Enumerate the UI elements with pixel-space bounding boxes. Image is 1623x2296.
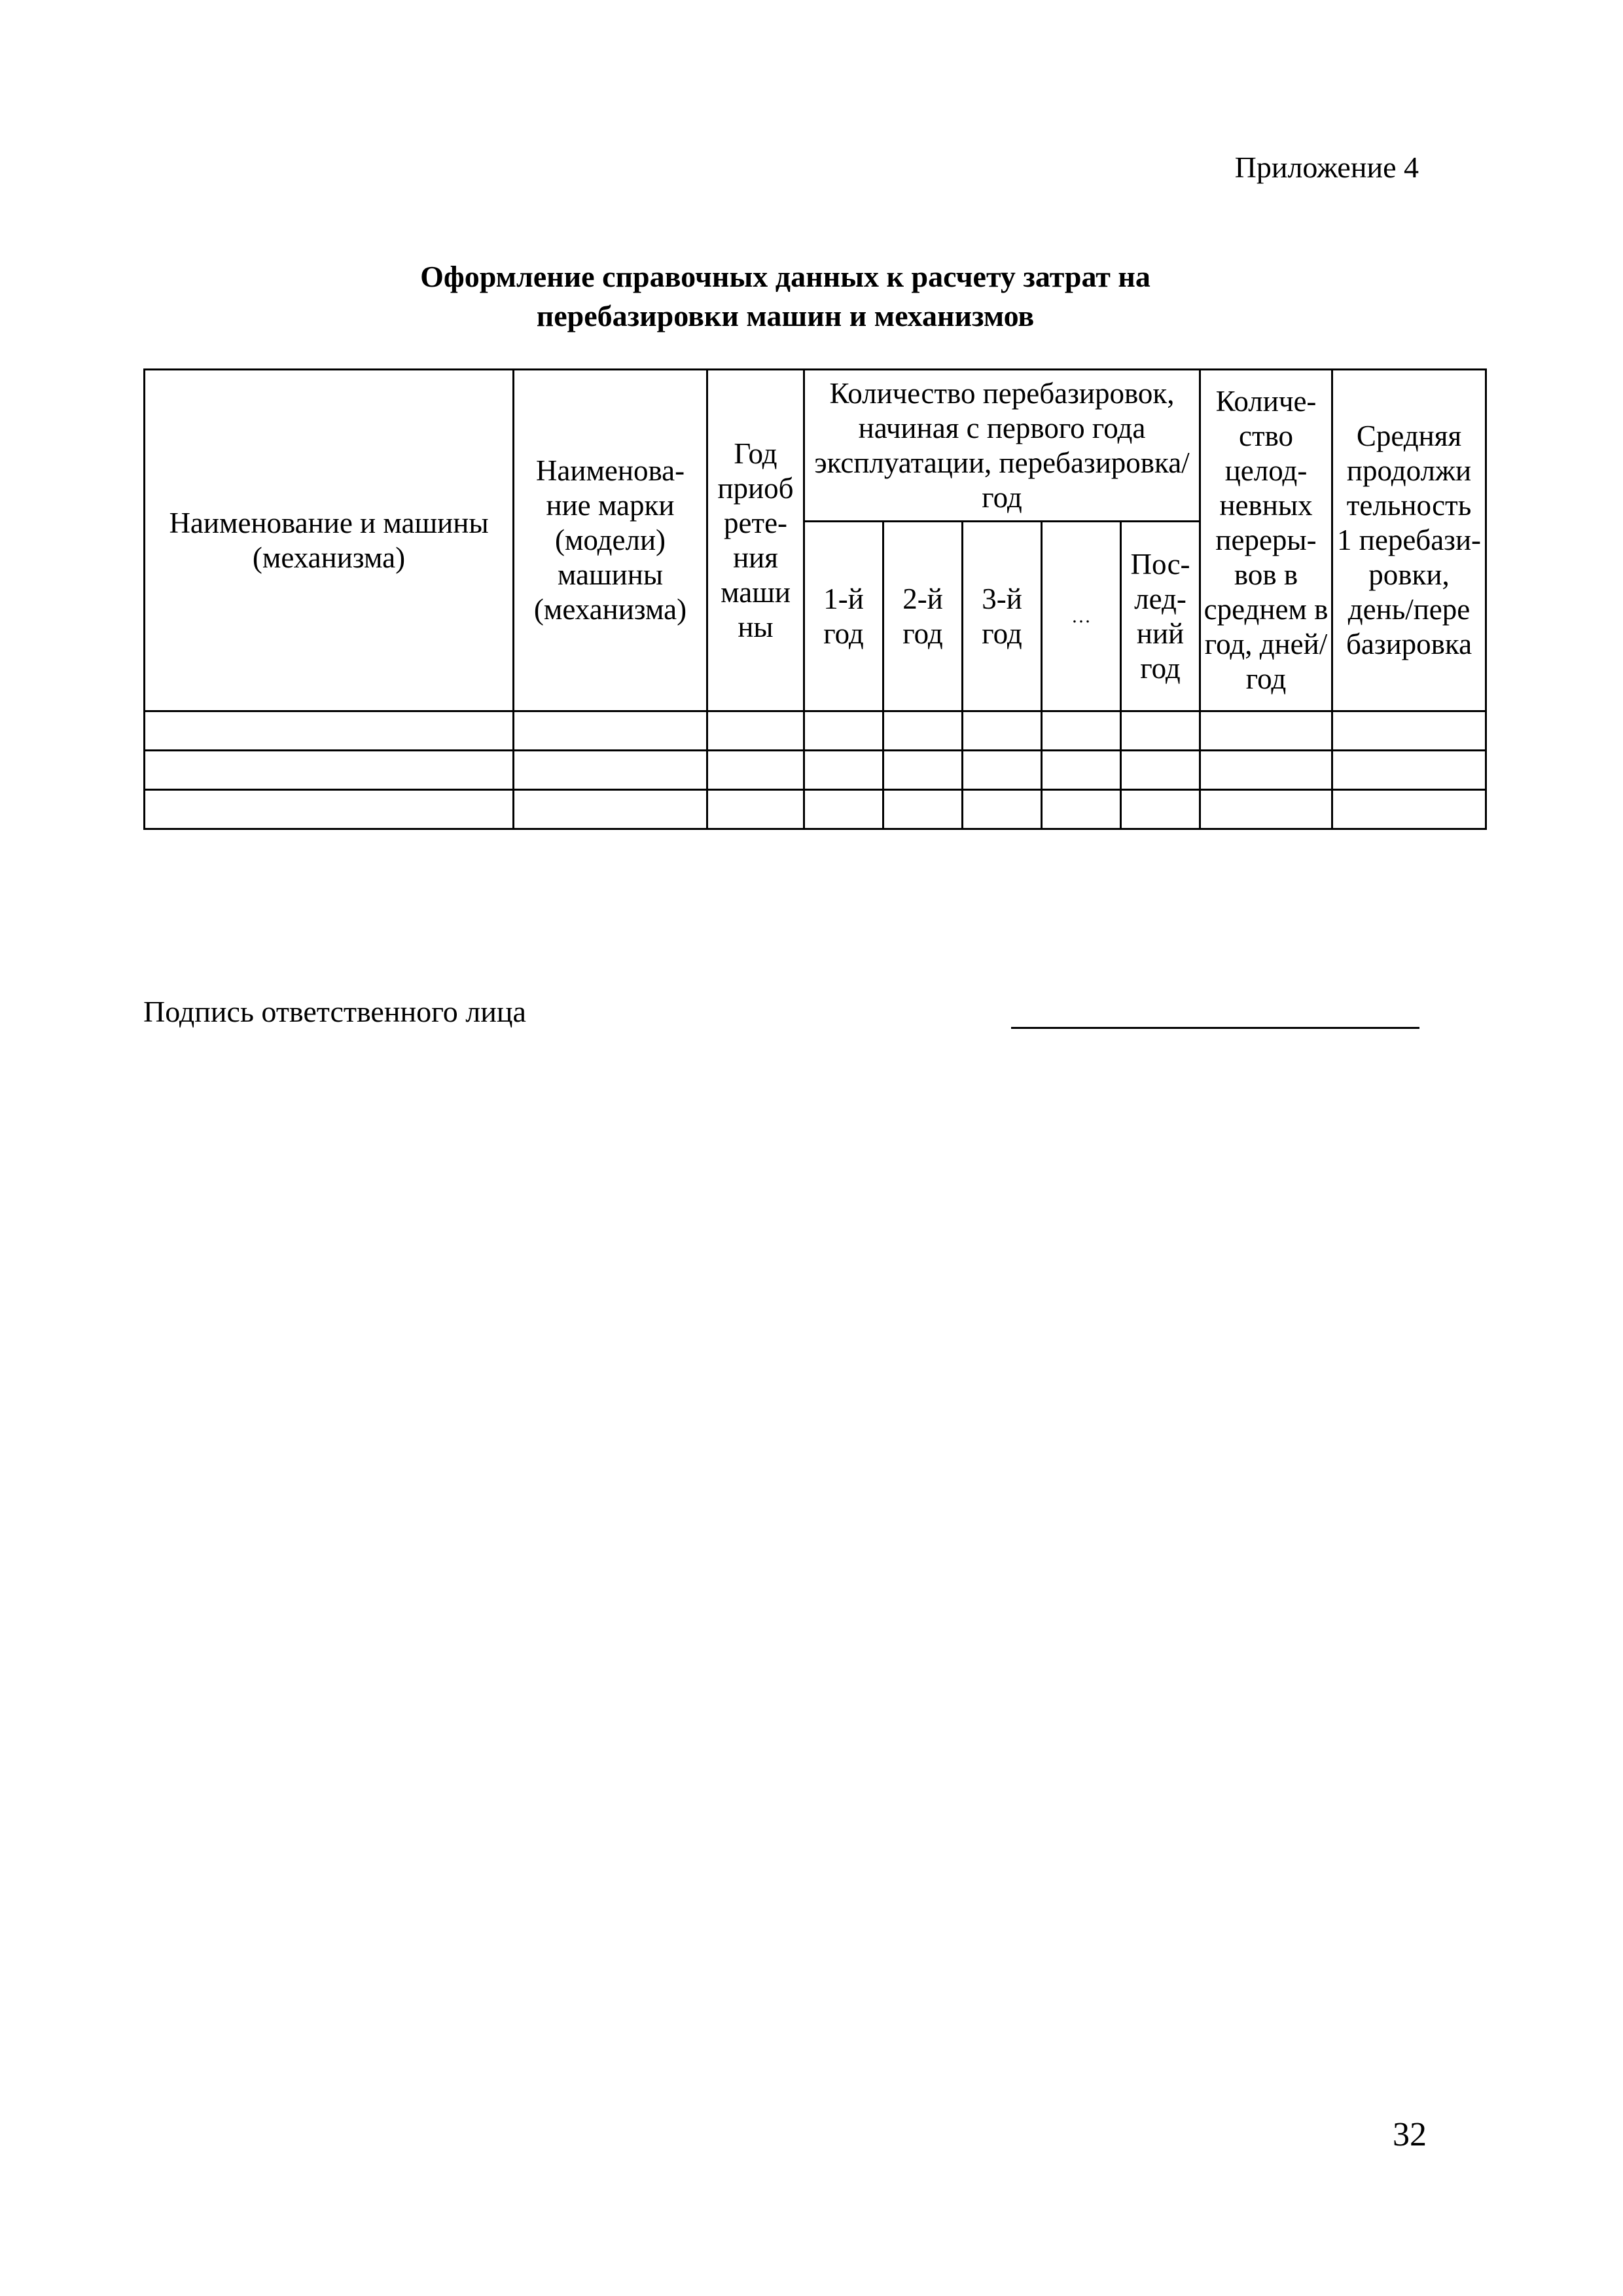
- header-machine-name: Наименование и машины (механизма): [145, 370, 514, 711]
- table-cell[interactable]: [883, 790, 963, 829]
- table-row: [145, 711, 1486, 751]
- table-cell[interactable]: [514, 711, 707, 751]
- appendix-label: Приложение 4: [1234, 151, 1419, 184]
- header-acquisition-year: Год приоб рете-ния маши ны: [707, 370, 804, 711]
- page-number: 32: [1393, 2116, 1427, 2153]
- table-cell[interactable]: [804, 751, 883, 790]
- table-cell[interactable]: [1200, 790, 1332, 829]
- table-cell[interactable]: [963, 790, 1042, 829]
- document-title: [0, 257, 1571, 336]
- table-cell[interactable]: [883, 751, 963, 790]
- header-year-ellipsis: …: [1042, 522, 1121, 711]
- header-year-1: 1-й год: [804, 522, 883, 711]
- header-year-3: 3-й год: [963, 522, 1042, 711]
- table-cell[interactable]: [707, 751, 804, 790]
- table-cell[interactable]: [963, 751, 1042, 790]
- table-cell[interactable]: [145, 711, 514, 751]
- title-line-2: перебазировки машин и механизмов: [536, 299, 1035, 332]
- table-cell[interactable]: [963, 711, 1042, 751]
- table-cell[interactable]: [1042, 711, 1121, 751]
- table-cell[interactable]: [1042, 790, 1121, 829]
- table-cell[interactable]: [883, 711, 963, 751]
- signature-line[interactable]: [1011, 1027, 1419, 1029]
- table-cell[interactable]: [145, 790, 514, 829]
- title-line-1: Оформление справочных данных к расчету затрат на: [420, 260, 1150, 293]
- relocation-data-table: [143, 368, 1487, 830]
- header-year-last: Пос-лед-ний год: [1121, 522, 1200, 711]
- table-cell[interactable]: [1200, 711, 1332, 751]
- table-cell[interactable]: [804, 711, 883, 751]
- table-cell[interactable]: [514, 751, 707, 790]
- table-cell[interactable]: [1121, 790, 1200, 829]
- table-cell[interactable]: [1121, 751, 1200, 790]
- header-avg-duration: Средняя продолжи тельность 1 перебази-ровки, день/пере базировка: [1332, 370, 1486, 711]
- table-cell[interactable]: [1332, 790, 1486, 829]
- table-row: [145, 751, 1486, 790]
- table-cell[interactable]: [514, 790, 707, 829]
- table-cell[interactable]: [1042, 751, 1121, 790]
- table-cell[interactable]: [707, 711, 804, 751]
- header-year-2: 2-й год: [883, 522, 963, 711]
- header-breaks-count: Количе-ство целод-невных переры-вов в среднем в год, дней/год: [1200, 370, 1332, 711]
- table-cell[interactable]: [1332, 751, 1486, 790]
- table-cell[interactable]: [1200, 751, 1332, 790]
- table-cell[interactable]: [145, 751, 514, 790]
- table-cell[interactable]: [1332, 711, 1486, 751]
- table-row: [145, 790, 1486, 829]
- header-relocations-group: Количество перебазировок, начиная с первого года эксплуатации, перебазировка/год: [804, 370, 1200, 522]
- table-cell[interactable]: [804, 790, 883, 829]
- table-cell[interactable]: [707, 790, 804, 829]
- signature-label: Подпись ответственного лица: [143, 995, 526, 1028]
- table-cell[interactable]: [1121, 711, 1200, 751]
- header-brand-name: Наименова-ние марки (модели) машины (механизма): [514, 370, 707, 711]
